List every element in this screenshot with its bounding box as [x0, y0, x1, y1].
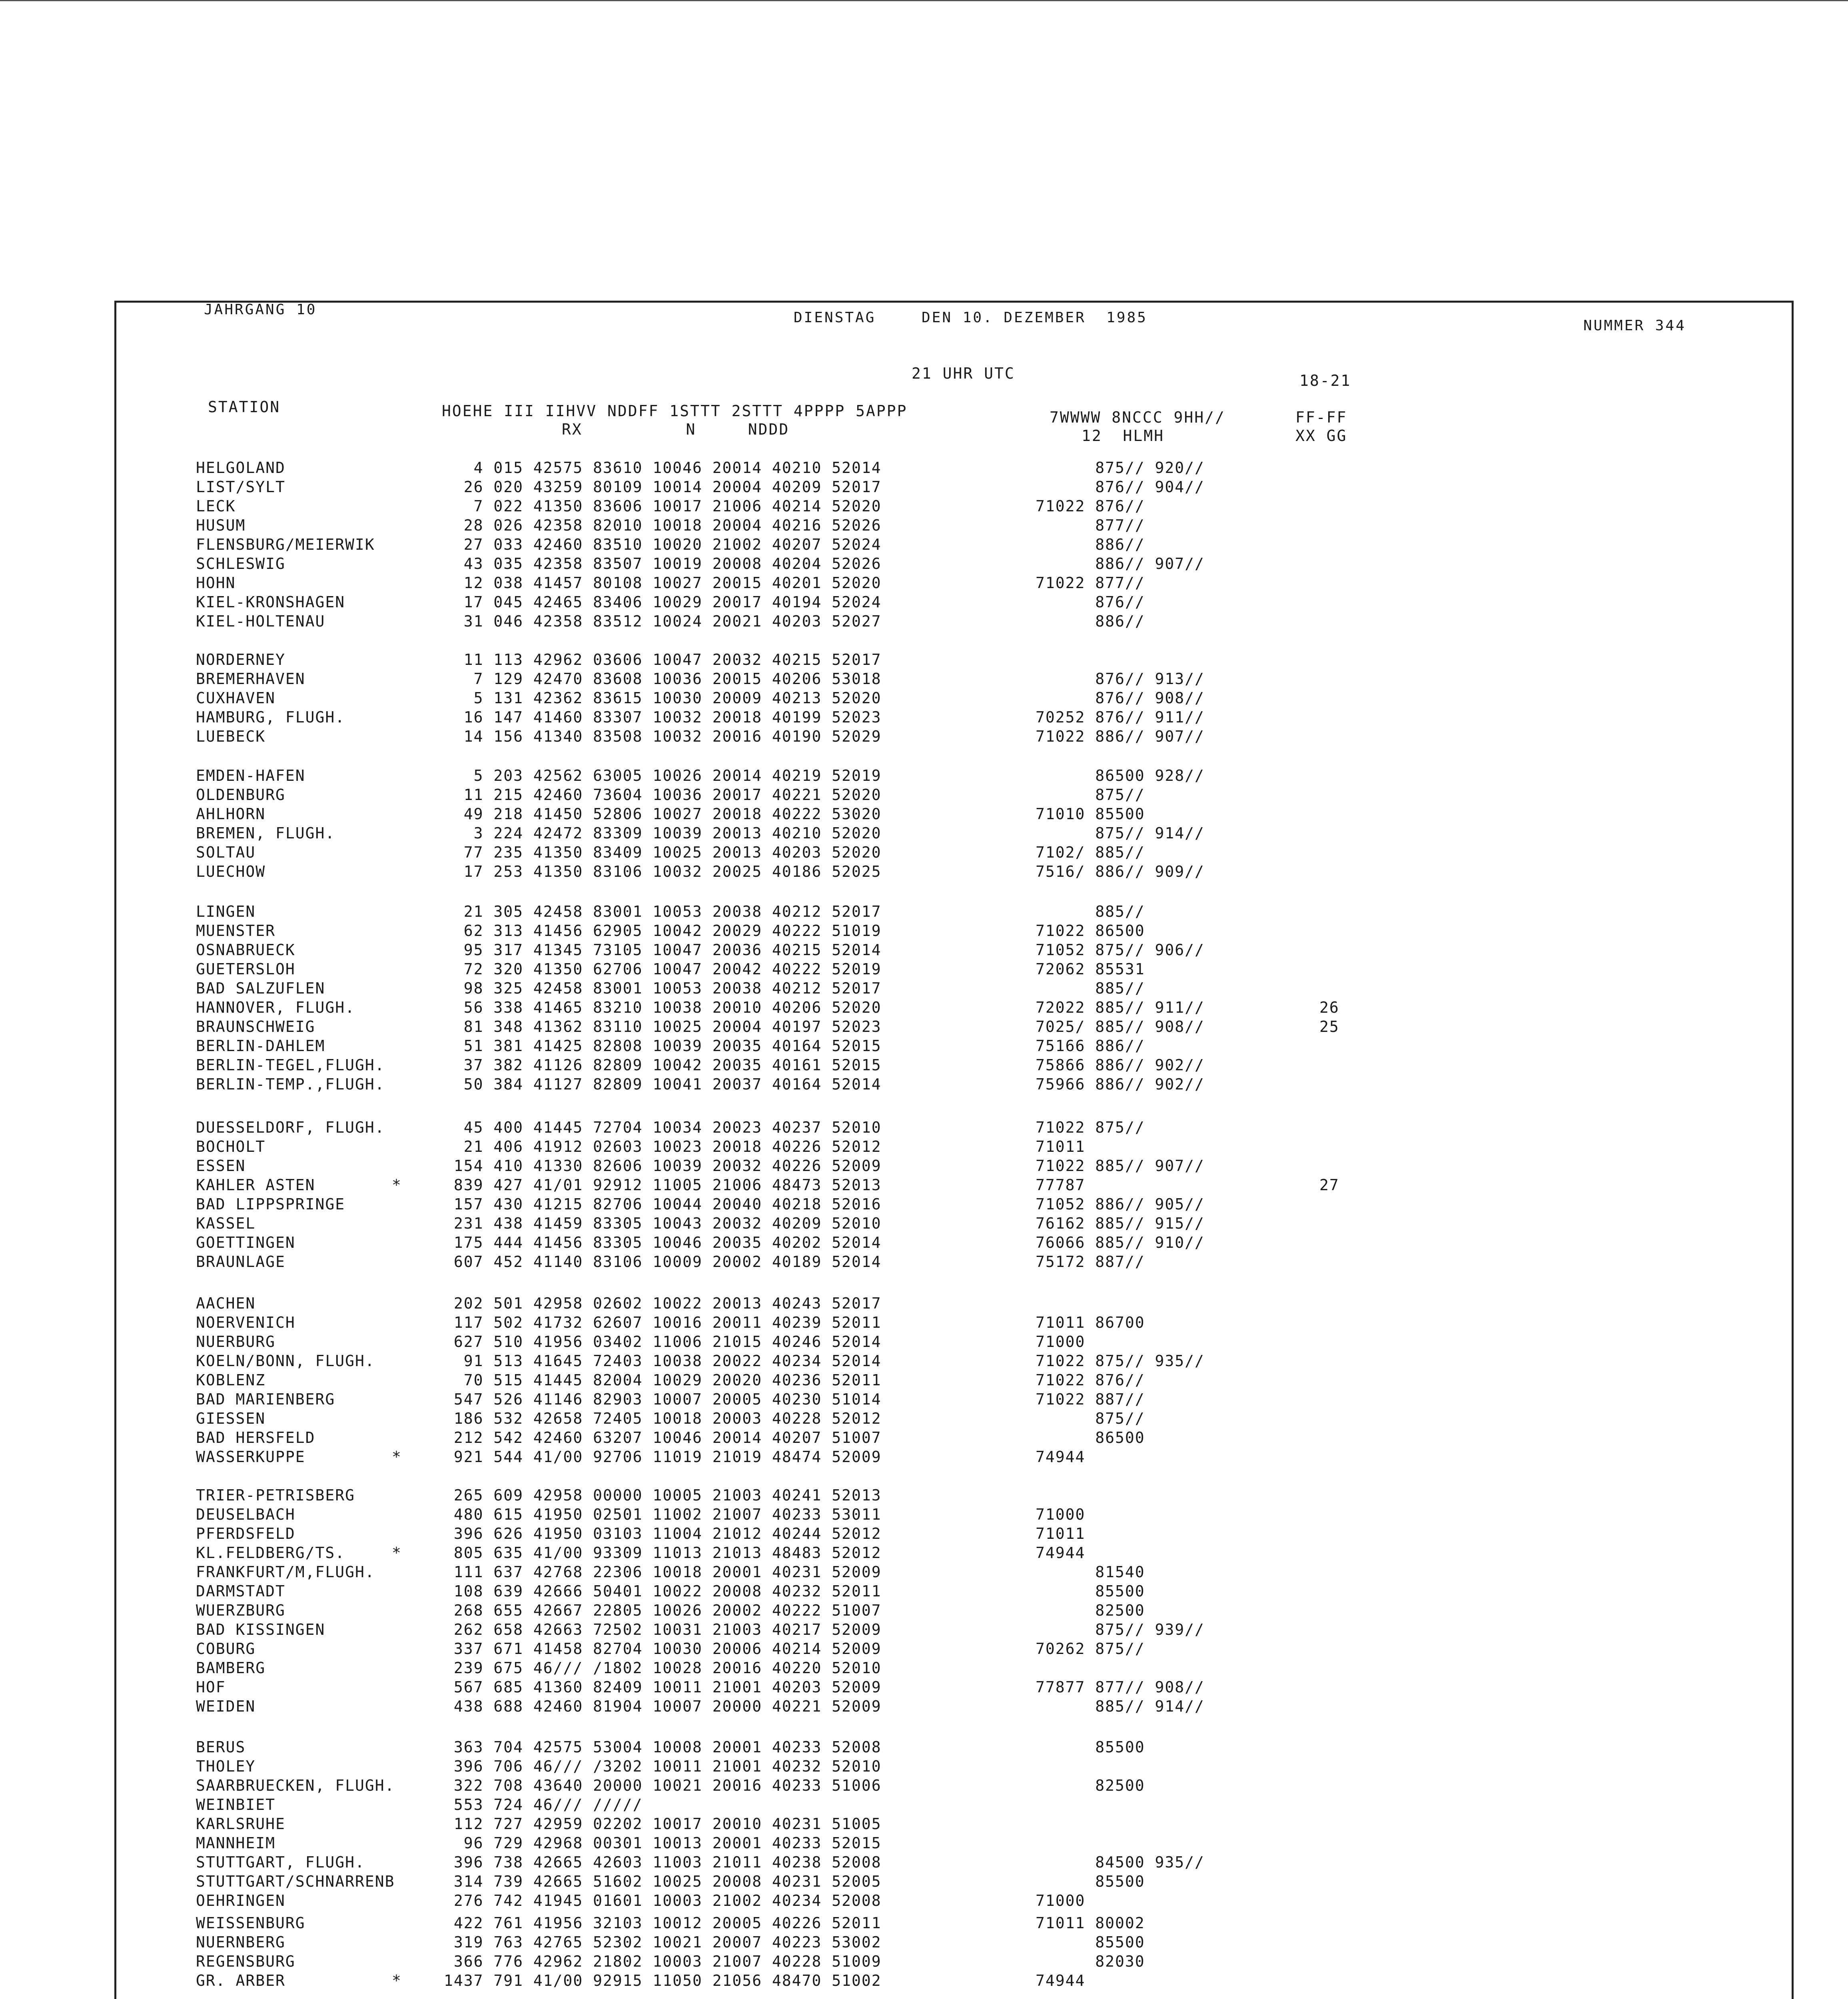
- extra-code: 76162 885// 915//: [1036, 1215, 1205, 1232]
- extra-code: 7102/ 885//: [1036, 844, 1145, 861]
- extra-code: 71000: [1036, 1333, 1086, 1351]
- extra-code: 7025/ 885// 908//: [1036, 1018, 1205, 1035]
- extra-code: 876// 904//: [1036, 478, 1205, 496]
- observation-code: 50 384 41127 82809 10041 20037 40164 52014: [444, 1075, 882, 1093]
- extra-code: 875//: [1036, 1410, 1145, 1427]
- extra-code: 72062 85531: [1036, 960, 1145, 978]
- date-label: DEN 10. DEZEMBER 1985: [922, 309, 1148, 326]
- observation-code: 21 305 42458 83001 10053 20038 40212 52017: [444, 903, 882, 920]
- observation-code: 12 038 41457 80108 10027 20015 40201 52020: [444, 574, 882, 592]
- observation-code: 480 615 41950 02501 11002 21007 40233 53011: [444, 1506, 882, 1523]
- extra-code: 875//: [1036, 786, 1145, 804]
- observation-code: 21 406 41912 02603 10023 20018 40226 52012: [444, 1138, 882, 1155]
- station-name: OSNABRUECK: [196, 941, 295, 959]
- station-name: MUENSTER: [196, 922, 276, 940]
- extra-code: 71022 876//: [1036, 1371, 1145, 1389]
- station-name: KL.FELDBERG/TS.: [196, 1544, 345, 1562]
- station-name: BAD KISSINGEN: [196, 1621, 325, 1638]
- extra-code: 886//: [1036, 536, 1145, 553]
- extra-code: 71022 876//: [1036, 497, 1145, 515]
- extra-code: 86500 928//: [1036, 767, 1205, 784]
- report-frame: [114, 301, 1794, 1999]
- station-name: BERLIN-DAHLEM: [196, 1037, 325, 1055]
- station-name: BAD SALZUFLEN: [196, 980, 325, 997]
- obs-column-header: HOEHE III IIHVV NDDFF 1STTT 2STTT 4PPPP 5APPP: [442, 402, 908, 420]
- extra-code: 71022 886// 907//: [1036, 728, 1205, 745]
- extra-code: 71000: [1036, 1892, 1086, 1909]
- observation-code: 96 729 42968 00301 10013 20001 40233 52015: [444, 1834, 882, 1852]
- extra-code: 82500: [1036, 1777, 1145, 1794]
- extra-code: 86500: [1036, 1429, 1145, 1446]
- extra-code: 75866 886// 902//: [1036, 1056, 1205, 1074]
- station-name: KARLSRUHE: [196, 1815, 285, 1833]
- observation-code: 337 671 41458 82704 10030 20006 40214 52009: [444, 1640, 882, 1658]
- extra-code: 71011: [1036, 1138, 1086, 1155]
- station-name: KIEL-KRONSHAGEN: [196, 593, 345, 611]
- observation-code: 1437 791 41/00 92915 11050 21056 48470 51002: [444, 1972, 882, 1989]
- station-name: BRAUNSCHWEIG: [196, 1018, 315, 1035]
- observation-code: 26 020 43259 80109 10014 20004 40209 52017: [444, 478, 882, 496]
- extra-code: 71022 887//: [1036, 1391, 1145, 1408]
- extra-code: 886// 907//: [1036, 555, 1205, 573]
- station-name: GOETTINGEN: [196, 1234, 295, 1251]
- observation-code: 72 320 41350 62706 10047 20042 40222 52019: [444, 960, 882, 978]
- observation-code: 17 045 42465 83406 10029 20017 40194 52024: [444, 593, 882, 611]
- station-name: HAMBURG, FLUGH.: [196, 708, 345, 726]
- station-name: NUERNBERG: [196, 1933, 285, 1951]
- observation-code: 28 026 42358 82010 10018 20004 40216 52026: [444, 517, 882, 534]
- observation-code: 14 156 41340 83508 10032 20016 40190 52029: [444, 728, 882, 745]
- observation-time: 21 UHR UTC: [912, 365, 1015, 382]
- gust-value: 26: [1319, 999, 1339, 1016]
- station-name: AHLHORN: [196, 805, 266, 823]
- extra-code: 84500 935//: [1036, 1853, 1205, 1871]
- observation-code: 322 708 43640 20000 10021 20016 40233 51006: [444, 1777, 882, 1794]
- observation-code: 157 430 41215 82706 10044 20040 40218 52016: [444, 1195, 882, 1213]
- extra-code: 76066 885// 910//: [1036, 1234, 1205, 1251]
- station-name: KIEL-HOLTENAU: [196, 612, 325, 630]
- station-column-header: STATION: [208, 398, 281, 416]
- station-name: DUESSELDORF, FLUGH.: [196, 1119, 385, 1136]
- observation-code: 108 639 42666 50401 10022 20008 40232 52011: [444, 1582, 882, 1600]
- observation-code: 112 727 42959 02202 10017 20010 40231 51005: [444, 1815, 882, 1833]
- extra-code: 885//: [1036, 903, 1145, 920]
- gust-value: 25: [1319, 1018, 1339, 1035]
- station-name: REGENSBURG: [196, 1953, 295, 1970]
- observation-code: 553 724 46/// /////: [444, 1796, 643, 1813]
- station-name: BREMERHAVEN: [196, 670, 305, 688]
- observation-code: 5 131 42362 83615 10030 20009 40213 52020: [444, 689, 882, 707]
- station-name: BRAUNLAGE: [196, 1253, 285, 1271]
- station-name: WEINBIET: [196, 1796, 276, 1813]
- extra-code: 82500: [1036, 1602, 1145, 1619]
- observation-code: 77 235 41350 83409 10025 20013 40203 52020: [444, 844, 882, 861]
- observation-code: 7 022 41350 83606 10017 21006 40214 52020: [444, 497, 882, 515]
- station-name: WEISSENBURG: [196, 1914, 305, 1932]
- observation-code: 262 658 42663 72502 10031 21003 40217 52009: [444, 1621, 882, 1638]
- observation-code: 567 685 41360 82409 10011 21001 40203 52009: [444, 1678, 882, 1696]
- station-name: FRANKFURT/M,FLUGH.: [196, 1563, 375, 1581]
- observation-code: 62 313 41456 62905 10042 20029 40222 51019: [444, 922, 882, 940]
- observation-code: 366 776 42962 21802 10003 21007 40228 51009: [444, 1953, 882, 1970]
- station-name: BOCHOLT: [196, 1138, 266, 1155]
- observation-code: 175 444 41456 83305 10046 20035 40202 52014: [444, 1234, 882, 1251]
- mountain-marker: *: [392, 1448, 402, 1466]
- observation-code: 239 675 46/// /1802 10028 20016 40220 52010: [444, 1659, 882, 1677]
- extra-code: 875// 939//: [1036, 1621, 1205, 1638]
- station-name: FLENSBURG/MEIERWIK: [196, 536, 375, 553]
- extra-code: 72022 885// 911//: [1036, 999, 1205, 1016]
- station-name: BERUS: [196, 1738, 246, 1756]
- extra-code: 71022 875//: [1036, 1119, 1145, 1136]
- weekday-label: DIENSTAG: [794, 309, 876, 326]
- observation-code: 265 609 42958 00000 10005 21003 40241 52013: [444, 1486, 882, 1504]
- station-name: NUERBURG: [196, 1333, 276, 1351]
- observation-code: 11 113 42962 03606 10047 20032 40215 52017: [444, 651, 882, 668]
- extra-code: 876// 913//: [1036, 670, 1205, 688]
- observation-code: 276 742 41945 01601 10003 21002 40234 52008: [444, 1892, 882, 1909]
- issue-number: NUMMER 344: [1583, 317, 1686, 334]
- observation-code: 202 501 42958 02602 10022 20013 40243 52017: [444, 1295, 882, 1312]
- observation-code: 212 542 42460 63207 10046 20014 40207 51007: [444, 1429, 882, 1446]
- station-name: KOELN/BONN, FLUGH.: [196, 1352, 375, 1370]
- extra-code: 81540: [1036, 1563, 1145, 1581]
- station-name: SAARBRUECKEN, FLUGH.: [196, 1777, 395, 1794]
- observation-code: 43 035 42358 83507 10019 20008 40204 52026: [444, 555, 882, 573]
- observation-code: 396 626 41950 03103 11004 21012 40244 52012: [444, 1525, 882, 1542]
- extra-code: 71011 86700: [1036, 1314, 1145, 1331]
- station-name: LINGEN: [196, 903, 256, 920]
- observation-code: 95 317 41345 73105 10047 20036 40215 52014: [444, 941, 882, 959]
- extra-code: 71022 885// 907//: [1036, 1157, 1205, 1175]
- extra-code: 70252 876// 911//: [1036, 708, 1205, 726]
- extra-code: 85500: [1036, 1933, 1145, 1951]
- extra-code: 85500: [1036, 1873, 1145, 1890]
- mountain-marker: *: [392, 1544, 402, 1562]
- station-name: HUSUM: [196, 517, 246, 534]
- gust-value: 27: [1319, 1176, 1339, 1194]
- observation-code: 396 738 42665 42603 11003 21011 40238 52008: [444, 1853, 882, 1871]
- extra-code: 75166 886//: [1036, 1037, 1145, 1055]
- observation-code: 3 224 42472 83309 10039 20013 40210 52020: [444, 824, 882, 842]
- station-name: BERLIN-TEMP.,FLUGH.: [196, 1075, 385, 1093]
- extra-code: 71022 877//: [1036, 574, 1145, 592]
- station-name: KOBLENZ: [196, 1371, 266, 1389]
- observation-code: 186 532 42658 72405 10018 20003 40228 52012: [444, 1410, 882, 1427]
- station-name: AACHEN: [196, 1295, 256, 1312]
- station-name: EMDEN-HAFEN: [196, 767, 305, 784]
- station-name: STUTTGART, FLUGH.: [196, 1853, 365, 1871]
- station-name: DARMSTADT: [196, 1582, 285, 1600]
- observation-code: 4 015 42575 83610 10046 20014 40210 52014: [444, 459, 882, 477]
- station-name: STUTTGART/SCHNARRENB: [196, 1873, 395, 1890]
- station-name: HELGOLAND: [196, 459, 285, 477]
- extra-code: 875// 914//: [1036, 824, 1205, 842]
- extra-code: 7516/ 886// 909//: [1036, 863, 1205, 880]
- station-name: GIESSEN: [196, 1410, 266, 1427]
- station-name: WASSERKUPPE: [196, 1448, 305, 1466]
- extra-code: 75172 887//: [1036, 1253, 1145, 1271]
- station-name: HOF: [196, 1678, 226, 1696]
- extra-code: 875// 920//: [1036, 459, 1205, 477]
- observation-code: 31 046 42358 83512 10024 20021 40203 52027: [444, 612, 882, 630]
- extra-code: 77877 877// 908//: [1036, 1678, 1205, 1696]
- station-name: LUECHOW: [196, 863, 266, 880]
- observation-code: 70 515 41445 82004 10029 20020 40236 52011: [444, 1371, 882, 1389]
- station-name: PFERDSFELD: [196, 1525, 295, 1542]
- observation-code: 363 704 42575 53004 10008 20001 40233 52008: [444, 1738, 882, 1756]
- station-name: ESSEN: [196, 1157, 246, 1175]
- observation-code: 422 761 41956 32103 10012 20005 40226 52011: [444, 1914, 882, 1932]
- extra-code: 75966 886// 902//: [1036, 1075, 1205, 1093]
- station-name: COBURG: [196, 1640, 256, 1658]
- extra-code: 71011: [1036, 1525, 1086, 1542]
- extra-code: 71000: [1036, 1506, 1086, 1523]
- extra-code: 886//: [1036, 612, 1145, 630]
- gust-column-header: FF-FF: [1295, 409, 1347, 426]
- observation-code: 627 510 41956 03402 11006 21015 40246 52014: [444, 1333, 882, 1351]
- station-name: BAD HERSFELD: [196, 1429, 315, 1446]
- observation-code: 81 348 41362 83110 10025 20004 40197 52023: [444, 1018, 882, 1035]
- extra-code: 71010 85500: [1036, 805, 1145, 823]
- observation-code: 268 655 42667 22805 10026 20002 40222 51007: [444, 1602, 882, 1619]
- observation-code: 396 706 46/// /3202 10011 21001 40232 52010: [444, 1758, 882, 1775]
- station-name: NORDERNEY: [196, 651, 285, 668]
- extra-code: 71052 886// 905//: [1036, 1195, 1205, 1213]
- gust-column-subheader: XX GG: [1295, 427, 1347, 445]
- station-name: OLDENBURG: [196, 786, 285, 804]
- obs-column-subheader: RX N NDDD: [562, 421, 790, 438]
- observation-code: 45 400 41445 72704 10034 20023 40237 52010: [444, 1119, 882, 1136]
- observation-code: 839 427 41/01 92912 11005 21006 48473 52013: [444, 1176, 882, 1194]
- station-name: CUXHAVEN: [196, 689, 276, 707]
- station-name: NOERVENICH: [196, 1314, 295, 1331]
- extra-code: 71011 80002: [1036, 1914, 1145, 1932]
- station-name: TRIER-PETRISBERG: [196, 1486, 355, 1504]
- station-name: BAMBERG: [196, 1659, 266, 1677]
- station-name: HANNOVER, FLUGH.: [196, 999, 355, 1016]
- station-name: BAD LIPPSPRINGE: [196, 1195, 345, 1213]
- observation-code: 154 410 41330 82606 10039 20032 40226 52009: [444, 1157, 882, 1175]
- observation-code: 547 526 41146 82903 10007 20005 40230 51014: [444, 1391, 882, 1408]
- station-name: KASSEL: [196, 1215, 256, 1232]
- station-name: WUERZBURG: [196, 1602, 285, 1619]
- observation-code: 16 147 41460 83307 10032 20018 40199 52023: [444, 708, 882, 726]
- observation-code: 91 513 41645 72403 10038 20022 40234 52014: [444, 1352, 882, 1370]
- observation-code: 111 637 42768 22306 10018 20001 40231 52009: [444, 1563, 882, 1581]
- extra-code: 77787: [1036, 1176, 1086, 1194]
- station-name: GR. ARBER: [196, 1972, 285, 1989]
- station-name: WEIDEN: [196, 1698, 256, 1715]
- extra-code: 74944: [1036, 1448, 1086, 1466]
- station-name: BAD MARIENBERG: [196, 1391, 335, 1408]
- extra-code: 71022 875// 935//: [1036, 1352, 1205, 1370]
- observation-code: 231 438 41459 83305 10043 20032 40209 52010: [444, 1215, 882, 1232]
- observation-code: 7 129 42470 83608 10036 20015 40206 53018: [444, 670, 882, 688]
- observation-code: 37 382 41126 82809 10042 20035 40161 52015: [444, 1056, 882, 1074]
- observation-code: 438 688 42460 81904 10007 20000 40221 52009: [444, 1698, 882, 1715]
- extra-code: 71022 86500: [1036, 922, 1145, 940]
- observation-code: 921 544 41/00 92706 11019 21019 48474 52009: [444, 1448, 882, 1466]
- period-label: 18-21: [1299, 372, 1351, 389]
- observation-code: 805 635 41/00 93309 11013 21013 48483 52012: [444, 1544, 882, 1562]
- extra-code: 877//: [1036, 517, 1145, 534]
- station-name: MANNHEIM: [196, 1834, 276, 1852]
- station-name: OEHRINGEN: [196, 1892, 285, 1909]
- extra-code: 74944: [1036, 1544, 1086, 1562]
- extra-code: 85500: [1036, 1582, 1145, 1600]
- observation-code: 17 253 41350 83106 10032 20025 40186 52025: [444, 863, 882, 880]
- observation-code: 56 338 41465 83210 10038 20010 40206 52020: [444, 999, 882, 1016]
- extra-code: 876// 908//: [1036, 689, 1205, 707]
- extra-code: 885// 914//: [1036, 1698, 1205, 1715]
- station-name: BREMEN, FLUGH.: [196, 824, 335, 842]
- observation-code: 319 763 42765 52302 10021 20007 40223 53002: [444, 1933, 882, 1951]
- extra-code: 876//: [1036, 593, 1145, 611]
- extra-column-subheader: 12 HLMH: [1082, 427, 1165, 445]
- observation-code: 11 215 42460 73604 10036 20017 40221 52020: [444, 786, 882, 804]
- mountain-marker: *: [392, 1972, 402, 1989]
- observation-code: 607 452 41140 83106 10009 20002 40189 52014: [444, 1253, 882, 1271]
- station-name: THOLEY: [196, 1758, 256, 1775]
- extra-column-header: 7WWWW 8NCCC 9HH//: [1050, 409, 1225, 426]
- extra-code: 71052 875// 906//: [1036, 941, 1205, 959]
- station-name: KAHLER ASTEN: [196, 1176, 315, 1194]
- observation-code: 27 033 42460 83510 10020 21002 40207 52024: [444, 536, 882, 553]
- station-name: LUEBECK: [196, 728, 266, 745]
- observation-code: 5 203 42562 63005 10026 20014 40219 52019: [444, 767, 882, 784]
- extra-code: 85500: [1036, 1738, 1145, 1756]
- station-name: HOHN: [196, 574, 236, 592]
- extra-code: 70262 875//: [1036, 1640, 1145, 1658]
- extra-code: 885//: [1036, 980, 1145, 997]
- observation-code: 51 381 41425 82808 10039 20035 40164 52015: [444, 1037, 882, 1055]
- mountain-marker: *: [392, 1176, 402, 1194]
- extra-code: 74944: [1036, 1972, 1086, 1989]
- observation-code: 98 325 42458 83001 10053 20038 40212 52017: [444, 980, 882, 997]
- station-name: SCHLESWIG: [196, 555, 285, 573]
- top-scan-edge: [0, 0, 1848, 1]
- station-name: DEUSELBACH: [196, 1506, 295, 1523]
- observation-code: 314 739 42665 51602 10025 20008 40231 52005: [444, 1873, 882, 1890]
- observation-code: 117 502 41732 62607 10016 20011 40239 52011: [444, 1314, 882, 1331]
- station-name: SOLTAU: [196, 844, 256, 861]
- extra-code: 82030: [1036, 1953, 1145, 1970]
- station-name: LECK: [196, 497, 236, 515]
- station-name: LIST/SYLT: [196, 478, 285, 496]
- volume-label: JAHRGANG 10: [204, 301, 317, 318]
- station-name: GUETERSLOH: [196, 960, 295, 978]
- station-name: BERLIN-TEGEL,FLUGH.: [196, 1056, 385, 1074]
- observation-code: 49 218 41450 52806 10027 20018 40222 53020: [444, 805, 882, 823]
